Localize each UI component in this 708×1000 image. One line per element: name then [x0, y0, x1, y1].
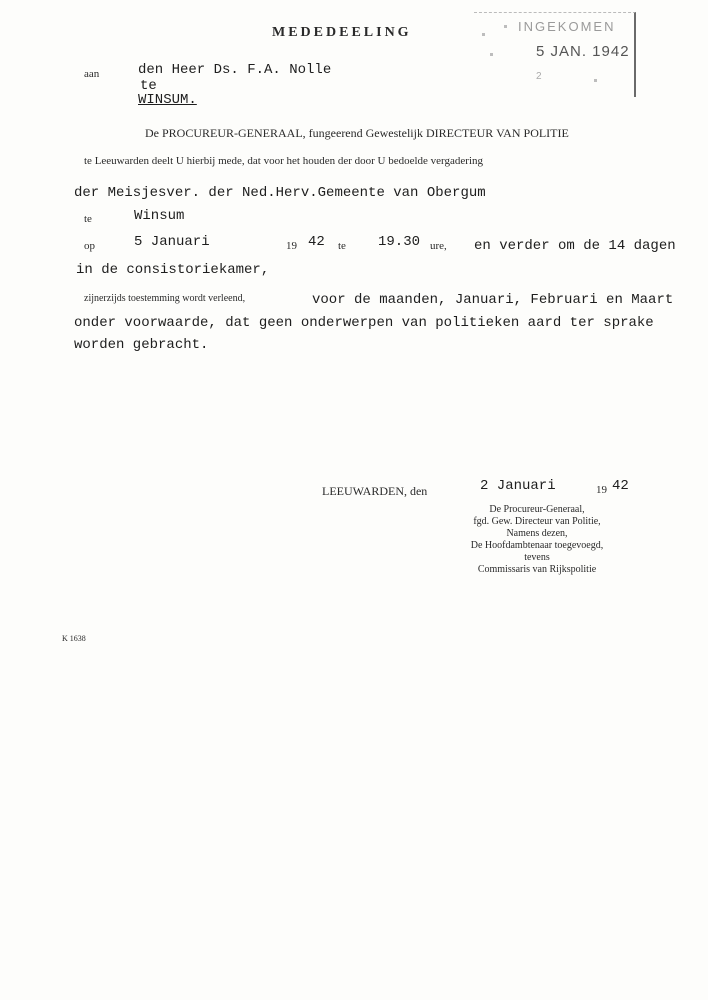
stamp-speck — [482, 33, 485, 36]
condition-line-1: onder voorwaarde, dat geen onderwerpen van politieken aard ter sprake — [74, 315, 654, 331]
signature-line-2: fgd. Gew. Directeur van Politie, — [473, 516, 601, 527]
closing-date: 2 Januari — [480, 478, 556, 494]
addressee-name: den Heer Ds. F.A. Nolle — [138, 62, 332, 78]
document-title: MEDEDEELING — [272, 25, 412, 40]
addressee-te: te — [140, 78, 157, 94]
body-line-1: De PROCUREUR-GENERAAL, fungeerend Gewestelijk DIRECTEUR VAN POLITIE — [145, 126, 569, 140]
ure-label: ure, — [430, 240, 447, 252]
closing-city: LEEUWARDEN, den — [322, 484, 428, 498]
signature-line-3: Namens dezen, — [506, 528, 568, 539]
addressee-place: WINSUM. — [138, 92, 197, 108]
stamp-speck — [504, 25, 507, 28]
year-prefix: 19 — [286, 240, 297, 252]
form-code: K 1638 — [62, 634, 86, 643]
meeting-place: Winsum — [134, 208, 185, 224]
consent-label: zijnerzijds toestemming wordt verleend, — [84, 293, 246, 304]
closing-year-prefix: 19 — [596, 484, 607, 496]
condition-line-2: worden gebracht. — [74, 337, 209, 353]
meeting-date: 5 Januari — [134, 234, 210, 250]
meeting-location: in de consistoriekamer, — [76, 262, 270, 278]
te-label-2: te — [338, 240, 346, 252]
stamp-note: 2 — [536, 71, 542, 82]
body-line-2: te Leeuwarden deelt U hierbij mede, dat voor het houden der door U bedoelde vergadering — [84, 155, 484, 167]
addressee-prefix: aan — [84, 68, 100, 80]
stamp-speck — [490, 53, 493, 56]
stamp-speck — [594, 79, 597, 82]
signature-line-1: De Procureur-Generaal, — [489, 504, 585, 515]
received-stamp — [474, 12, 636, 97]
closing-year-suffix: 42 — [612, 478, 629, 494]
signature-line-6: Commissaris van Rijkspolitie — [477, 564, 597, 575]
op-label: op — [84, 240, 95, 252]
months-text: voor de maanden, Januari, Februari en Maart — [312, 292, 674, 308]
stamp-received-text: INGEKOMEN — [518, 19, 616, 34]
year-suffix: 42 — [308, 234, 325, 250]
signature-line-5: tevens — [524, 552, 550, 563]
te-label: te — [84, 213, 92, 225]
meeting-time: 19.30 — [378, 234, 421, 250]
association-name: der Meisjesver. der Ned.Herv.Gemeente van Obergum — [74, 185, 486, 201]
signature-block — [432, 504, 642, 576]
meeting-frequency: en verder om de 14 dagen — [474, 238, 676, 254]
stamp-date: 5 JAN. 1942 — [536, 43, 630, 60]
signature-line-4: De Hoofdambtenaar toegevoegd, — [470, 540, 604, 551]
